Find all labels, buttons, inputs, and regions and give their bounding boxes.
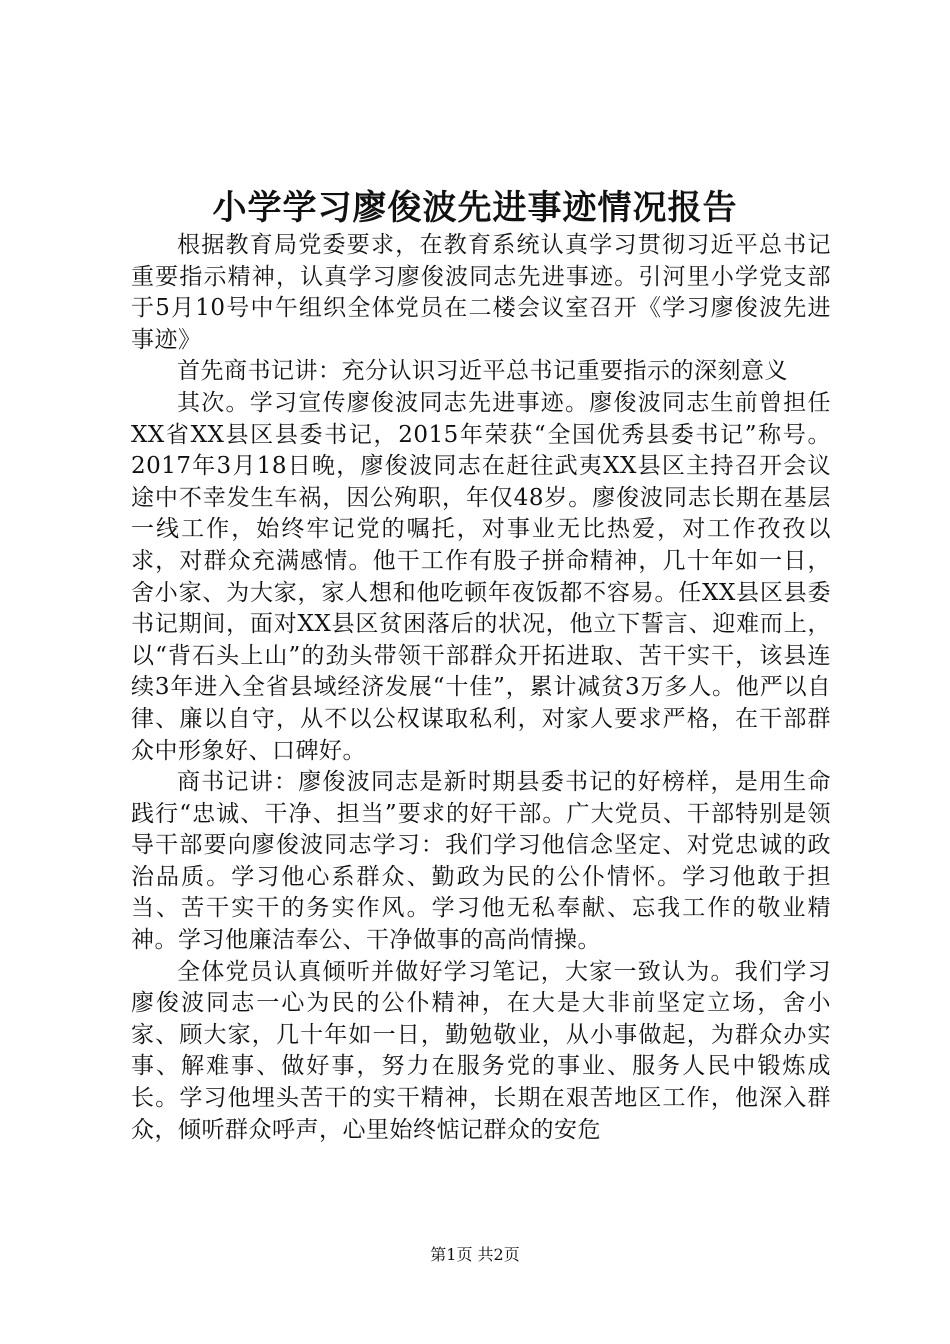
document-body bbox=[131, 230, 831, 1146]
paragraph-1: 根据教育局党委要求，在教育系统认真学习贯彻习近平总书记重要指示精神，认真学习廖俊波同志先进事迹。引河里小学党支部于5月10号中午组织全体党员在二楼会议室召开《学习廖俊波先进事迹》 bbox=[131, 232, 831, 353]
document-title: 小学学习廖俊波先进事迹情况报告 bbox=[212, 188, 738, 228]
paragraph-2: 首先商书记讲：充分认识习近平总书记重要指示的深刻意义 bbox=[177, 358, 788, 385]
page-footer: 第1页 共2页 bbox=[430, 1245, 520, 1264]
paragraph-5: 全体党员认真倾听并做好学习笔记，大家一致认为。我们学习廖俊波同志一心为民的公仆精神，在大是大非前坚定立场，舍小家、顾大家，几十年如一日，勤勉敬业，从小事做起，为群众办实事、解难事、做好事，努力在服务党的事业、服务人民中锻炼成长。学习他埋头苦干的实干精神，长期在艰苦地区工作，他深入群众，倾听群众呼声，心里始终惦记群众的安危 bbox=[131, 958, 831, 1143]
paragraph-3: 其次。学习宣传廖俊波同志先进事迹。廖俊波同志生前曾担任XX省XX县区县委书记，2015年荣获“全国优秀县委书记”称号。2017年3月18日晚，廖俊波同志在赶往武夷XX县区主持召开会议途中不幸发生车祸，因公殉职，年仅48岁。廖俊波同志长期在基层一线工作，始终牢记党的嘱托，对事业无比热爱，对工作孜孜以求，对群众充满感情。他干工作有股子拼命精神，几十年如一日，舍小家、为大家，家人想和他吃顿年夜饭都不容易。任XX县区县委书记期间，面对XX县区贫困落后的状况，他立下誓言、迎难而上，以“背石头上山”的劲头带领干部群众开拓进取、苦干实干，该县连续3年进入全省县域经济发展“十佳”，累计减贫3万多人。他严以自律、廉以自守，从不以公权谋取私利，对家人要求严格，在干部群众中形象好、口碑好。 bbox=[131, 389, 831, 764]
paragraph-4: 商书记讲：廖俊波同志是新时期县委书记的好榜样，是用生命践行“忠诚、干净、担当”要求的好干部。广大党员、干部特别是领导干部要向廖俊波同志学习：我们学习他信念坚定、对党忠诚的政治品质。学习他心系群众、勤政为民的公仆情怀。学习他敢于担当、苦干实干的务实作风。学习他无私奉献、忘我工作的敬业精神。学习他廉洁奉公、干净做事的高尚情操。 bbox=[131, 769, 831, 954]
